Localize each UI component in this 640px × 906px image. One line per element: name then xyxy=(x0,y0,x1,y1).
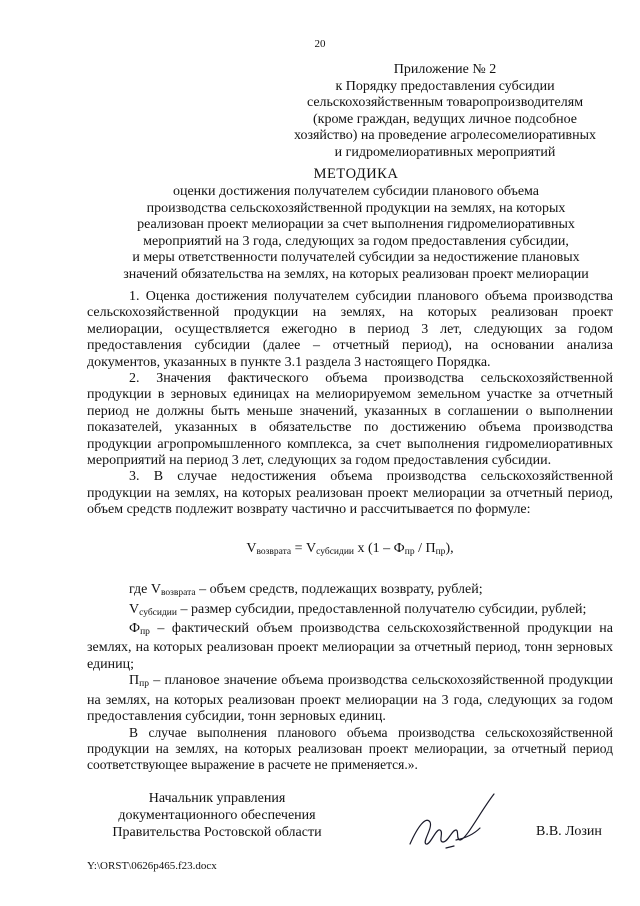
appendix-line: (кроме граждан, ведущих личное подсобное xyxy=(312,111,577,127)
def-phi-text: – фактический объем производства сельскохозяйственной продукции на землях, на которых реализован проект мелиорации за отчетный период, тонн зерновых единиц; xyxy=(87,620,613,672)
subtitle-line: мероприятий на 3 года, следующих за годом предоставления субсидии, xyxy=(143,233,569,249)
position-line: Начальник управления xyxy=(148,791,286,806)
def-vsub-sub: субсидии xyxy=(139,607,177,618)
def-p-var: П xyxy=(129,673,140,689)
appendix-line: сельскохозяйственным товаропроизводителям xyxy=(306,95,584,110)
formula-equals: = xyxy=(291,540,307,556)
formula-rhs-rest: x (1 – Ф xyxy=(354,540,405,556)
paragraph-1: 1. Оценка достижения получателем субсидии планового объема производства сельскохозяйственной продукции на землях, на которых реализован проект мелиорации, осуществляется ежегодно в период 3 лет, следующих за годом предоставления субсидии (далее – отчетный период), на основании анализа документов, указанных в пункте 3.1 раздела 3 настоящего Порядка. xyxy=(87,289,613,370)
document-title: МЕТОДИКА xyxy=(313,166,399,182)
formula xyxy=(87,541,613,560)
appendix-line: хозяйство) на проведение агролесомелиоративных xyxy=(293,128,597,143)
def-where-text: – объем средств, подлежащих возврату, рублей; xyxy=(195,582,483,598)
document-body xyxy=(87,289,613,772)
subtitle-line: оценки достижения получателем субсидии планового объема xyxy=(172,184,540,199)
definition-where xyxy=(87,582,613,601)
position-line: Правительства Ростовской области xyxy=(112,825,322,840)
formula-slash: / П xyxy=(414,540,436,556)
def-vsub-text: – размер субсидии, предоставленной получателю субсидии, рублей; xyxy=(176,601,587,617)
paragraph-3: 3. В случае недостижения объема производства сельскохозяйственной продукции на землях, на которых реализован проект мелиорации за отчетный период, объем средств подлежит возврату частично и рассчитывается по формуле: xyxy=(87,469,613,518)
appendix-line: Приложение № 2 xyxy=(393,62,497,77)
handwritten-signature xyxy=(396,782,516,862)
formula-p-sub: пр xyxy=(435,546,446,557)
formula-lhs-var: V xyxy=(246,540,257,556)
def-vsub-var: V xyxy=(129,601,140,617)
file-path-footer: Y:\ORST\0626p465.f23.docx xyxy=(87,860,217,872)
subtitle-line: реализован проект мелиорации за счет выполнения гидромелиоративных xyxy=(137,217,575,232)
document-subtitle xyxy=(96,184,616,283)
def-where-sub: возврата xyxy=(161,588,196,599)
subtitle-line: и меры ответственности получателей субсидии за недостижение плановых xyxy=(132,250,580,265)
signatory-position xyxy=(87,790,347,841)
formula-rhs-sub: субсидии xyxy=(316,546,355,557)
def-p-sub: пр xyxy=(139,679,149,690)
definition-p xyxy=(87,673,613,725)
def-phi-var: Ф xyxy=(129,620,141,636)
formula-tail: ), xyxy=(445,540,454,556)
subtitle-line: производства сельскохозяйственной продукции на землях, на которых xyxy=(146,200,566,216)
def-where-var: где V xyxy=(129,582,161,598)
def-p-text: – плановое значение объема производства сельскохозяйственной продукции на землях, на которых реализован проект мелиорации на 3 года, следующих за годом предоставления субсидии, тонн зерновых единиц. xyxy=(87,673,613,724)
subtitle-line: значений обязательства на землях, на которых реализован проект мелиорации xyxy=(123,266,589,282)
page-number: 20 xyxy=(314,38,326,50)
definition-vsub xyxy=(87,602,613,621)
position-line: документационного обеспечения xyxy=(118,808,316,823)
closing-paragraph: В случае выполнения планового объема производства сельскохозяйственной продукции на землях, на которых реализован проект мелиорации, за отчетный период соответствующее выражение в расчете не применяется.». xyxy=(87,725,613,772)
signatory-name: В.В. Лозин xyxy=(536,824,602,839)
formula-rhs-var: V xyxy=(306,540,317,556)
paragraph-2: 2. Значения фактического объема производства сельскохозяйственной продукции в зерновых единицах на мелиорируемом земельном участке за отчетный период не должны быть меньше значений, указанных в соглашении о выполнении показателей, указанных в обязательстве по достижению объема производства продукции агропромышленного комплекса, за счет выполнения гидромелиоративных мероприятий на период 3 лет, следующих за годом предоставления субсидии. xyxy=(87,371,613,469)
formula-phi-sub: пр xyxy=(404,546,415,557)
def-phi-sub: пр xyxy=(140,626,150,637)
appendix-line: к Порядку предоставления субсидии xyxy=(335,78,555,94)
appendix-header xyxy=(280,62,610,161)
formula-lhs-sub: возврата xyxy=(256,546,292,557)
definition-phi xyxy=(87,621,613,673)
appendix-line: и гидромелиоративных мероприятий xyxy=(334,144,556,160)
